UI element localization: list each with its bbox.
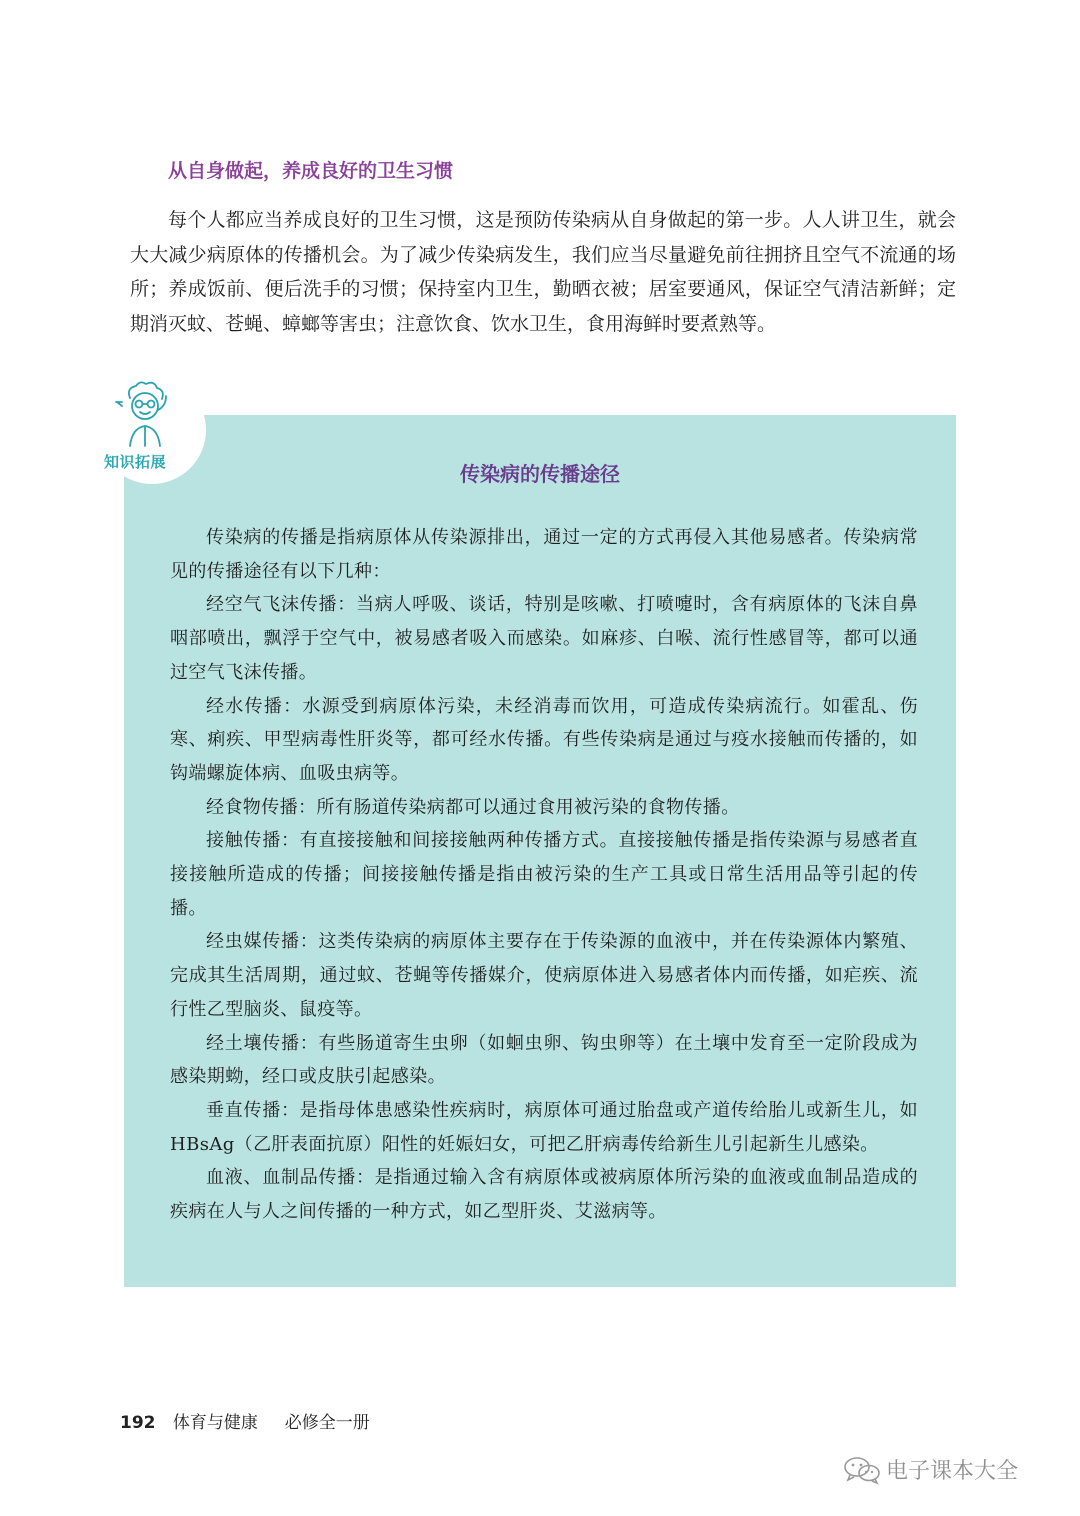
panel-paragraph: 经土壤传播：有些肠道寄生虫卵（如蛔虫卵、钩虫卵等）在土壤中发育至一定阶段成为感染期蚴，经口或皮肤引起感染。 — [170, 1032, 918, 1088]
book-title: 体育与健康 — [172, 1413, 258, 1433]
page-number: 192 — [120, 1413, 156, 1433]
scientist-icon — [108, 380, 182, 448]
panel-paragraph: 传染病的传播是指病原体从传染源排出，通过一定的方式再侵入其他易感者。传染病常见的传播途径有以下几种： — [170, 527, 918, 582]
panel-paragraph: 经空气飞沫传播：当病人呼吸、谈话，特别是咳嗽、打喷嚏时，含有病原体的飞沫自鼻咽部喷出，飘浮于空气中，被易感者吸入而感染。如麻疹、白喉、流行性感冒等，都可以通过空气飞沫传播。 — [170, 594, 918, 683]
section-title: 从自身做起，养成良好的卫生习惯 — [168, 160, 454, 182]
panel-paragraph: 垂直传播：是指母体患感染性疾病时，病原体可通过胎盘或产道传给胎儿或新生儿，如 HBsAg（乙肝表面抗原）阳性的妊娠妇女，可把乙肝病毒传给新生儿引起新生儿感染。 — [170, 1099, 918, 1155]
page-footer — [120, 1408, 370, 1433]
intro-paragraph: 每个人都应当养成良好的卫生习惯，这是预防传染病从自身做起的第一步。人人讲卫生，就会大大减少病原体的传播机会。为了减少传染病发生，我们应当尽量避免前往拥挤且空气不流通的场所；养成饭前、便后洗手的习惯；保持室内卫生，勤晒衣被；居室要通风，保证空气清洁新鲜；定期消灭蚊、苍蝇、蟑螂等害虫；注意饮食、饮水卫生，食用海鲜时要煮熟等。 — [130, 209, 956, 335]
panel-title: 传染病的传播途径 — [460, 462, 620, 486]
panel-body — [170, 521, 918, 1229]
wechat-icon — [842, 1455, 882, 1485]
panel-paragraph: 血液、血制品传播：是指通过输入含有病原体或被病原体所污染的血液或血制品造成的疾病在人与人之间传播的一种方式，如乙型肝炎、艾滋病等。 — [170, 1167, 918, 1223]
watermark-text: 电子课本大全 — [886, 1459, 1019, 1484]
panel-paragraph: 经食物传播：所有肠道传染病都可以通过食用被污染的食物传播。 — [206, 796, 740, 818]
book-volume: 必修全一册 — [284, 1413, 370, 1433]
badge-label: 知识拓展 — [104, 453, 167, 471]
panel-paragraph: 经虫媒传播：这类传染病的病原体主要存在于传染源的血液中，并在传染源体内繁殖、完成其生活周期，通过蚊、苍蝇等传播媒介，使病原体进入易感者体内而传播，如疟疾、流行性乙型脑炎、鼠疫等。 — [170, 931, 918, 1020]
watermark — [842, 1454, 1018, 1485]
panel-paragraph: 接触传播：有直接接触和间接接触两种传播方式。直接接触传播是指传染源与易感者直接接触所造成的传播；间接接触传播是指由被污染的生产工具或日常生活用品等引起的传播。 — [170, 830, 918, 919]
panel-paragraph: 经水传播：水源受到病原体污染，未经消毒而饮用，可造成传染病流行。如霍乱、伤寒、痢疾、甲型病毒性肝炎等，都可经水传播。有些传染病是通过与疫水接触而传播的，如钩端螺旋体病、血吸虫病等。 — [170, 695, 918, 784]
